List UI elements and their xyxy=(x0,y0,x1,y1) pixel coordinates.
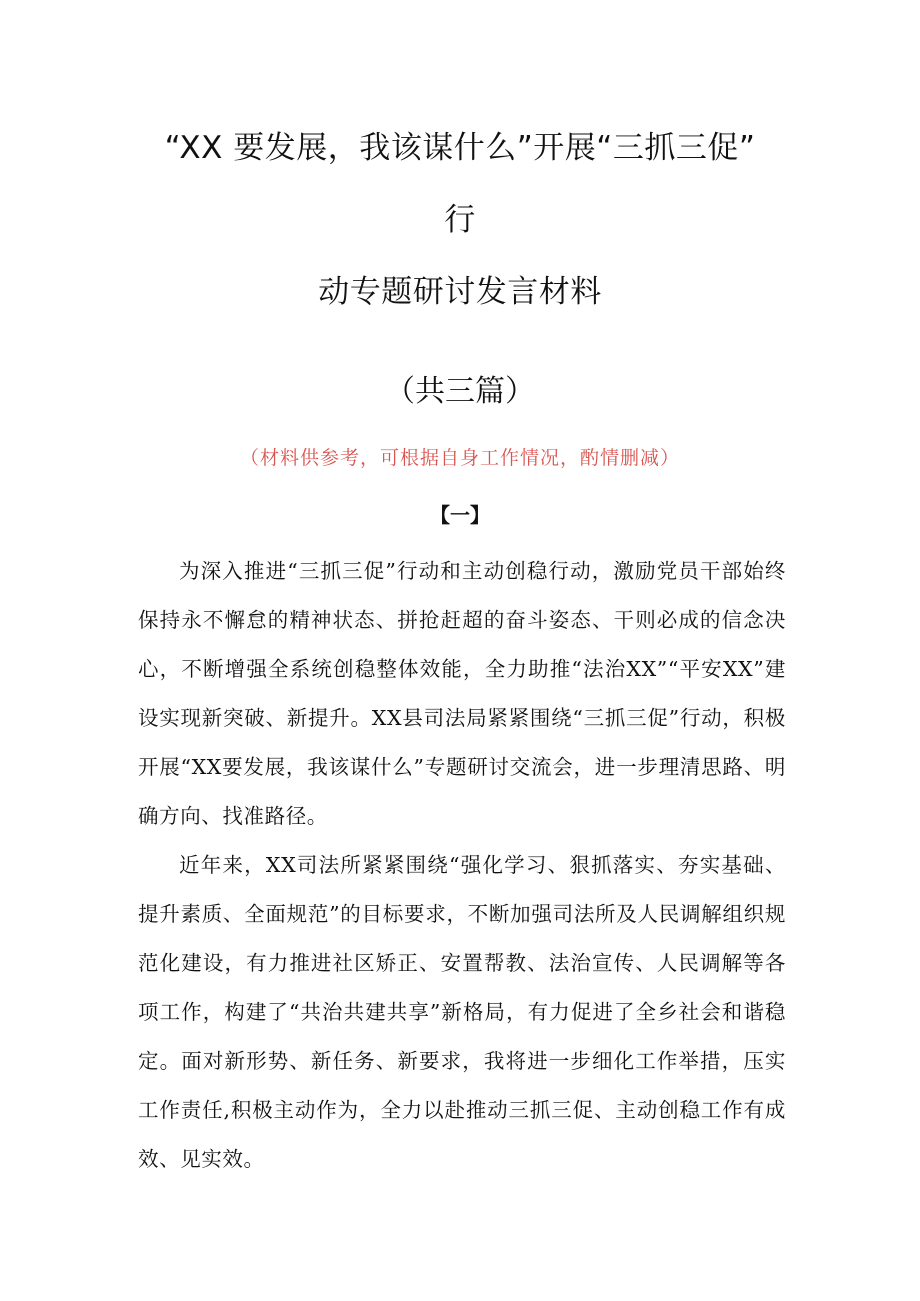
body-paragraph-1: 为深入推进“三抓三促”行动和主动创稳行动，激励党员干部始终保持永不懈怠的精神状态、拼抢赶超的奋斗姿态、干则必成的信念决心，不断增强全系统创稳整体效能，全力助推“法治XX”“平安XX”建设实现新突破、新提升。XX县司法局紧紧围绕“三抓三促”行动，积极开展“XX要发展，我该谋什么”专题研讨交流会，进一步理清思路、明确方向、找准路径。 xyxy=(138,559,786,828)
title-line-2: 行 xyxy=(444,202,476,238)
body-paragraph-2: 近年来，XX司法所紧紧围绕“强化学习、狠抓落实、夯实基础、提升素质、全面规范”的目标要求，不断加强司法所及人民调解组织规范化建设，有力推进社区矫正、安置帮教、法治宣传、人民调解等各项工作，构建了“共治共建共享”新格局，有力促进了全乡社会和谐稳定。面对新形势、新任务、新要求，我将进一步细化工作举措，压实工作责任,积极主动作为，全力以赴推动三抓三促、主动创稳工作有成效、见实效。 xyxy=(138,853,786,1171)
article-count: （共三篇） xyxy=(385,374,535,409)
reference-note: （材料供参考，可根据自身工作情况，酌情删减） xyxy=(239,447,680,469)
title-line-3: 动专题研讨发言材料 xyxy=(318,274,602,310)
title-line-1: “XX 要发展，我该谋什么”开展“三抓三促” xyxy=(164,130,756,166)
section-marker: 【一】 xyxy=(430,503,490,527)
